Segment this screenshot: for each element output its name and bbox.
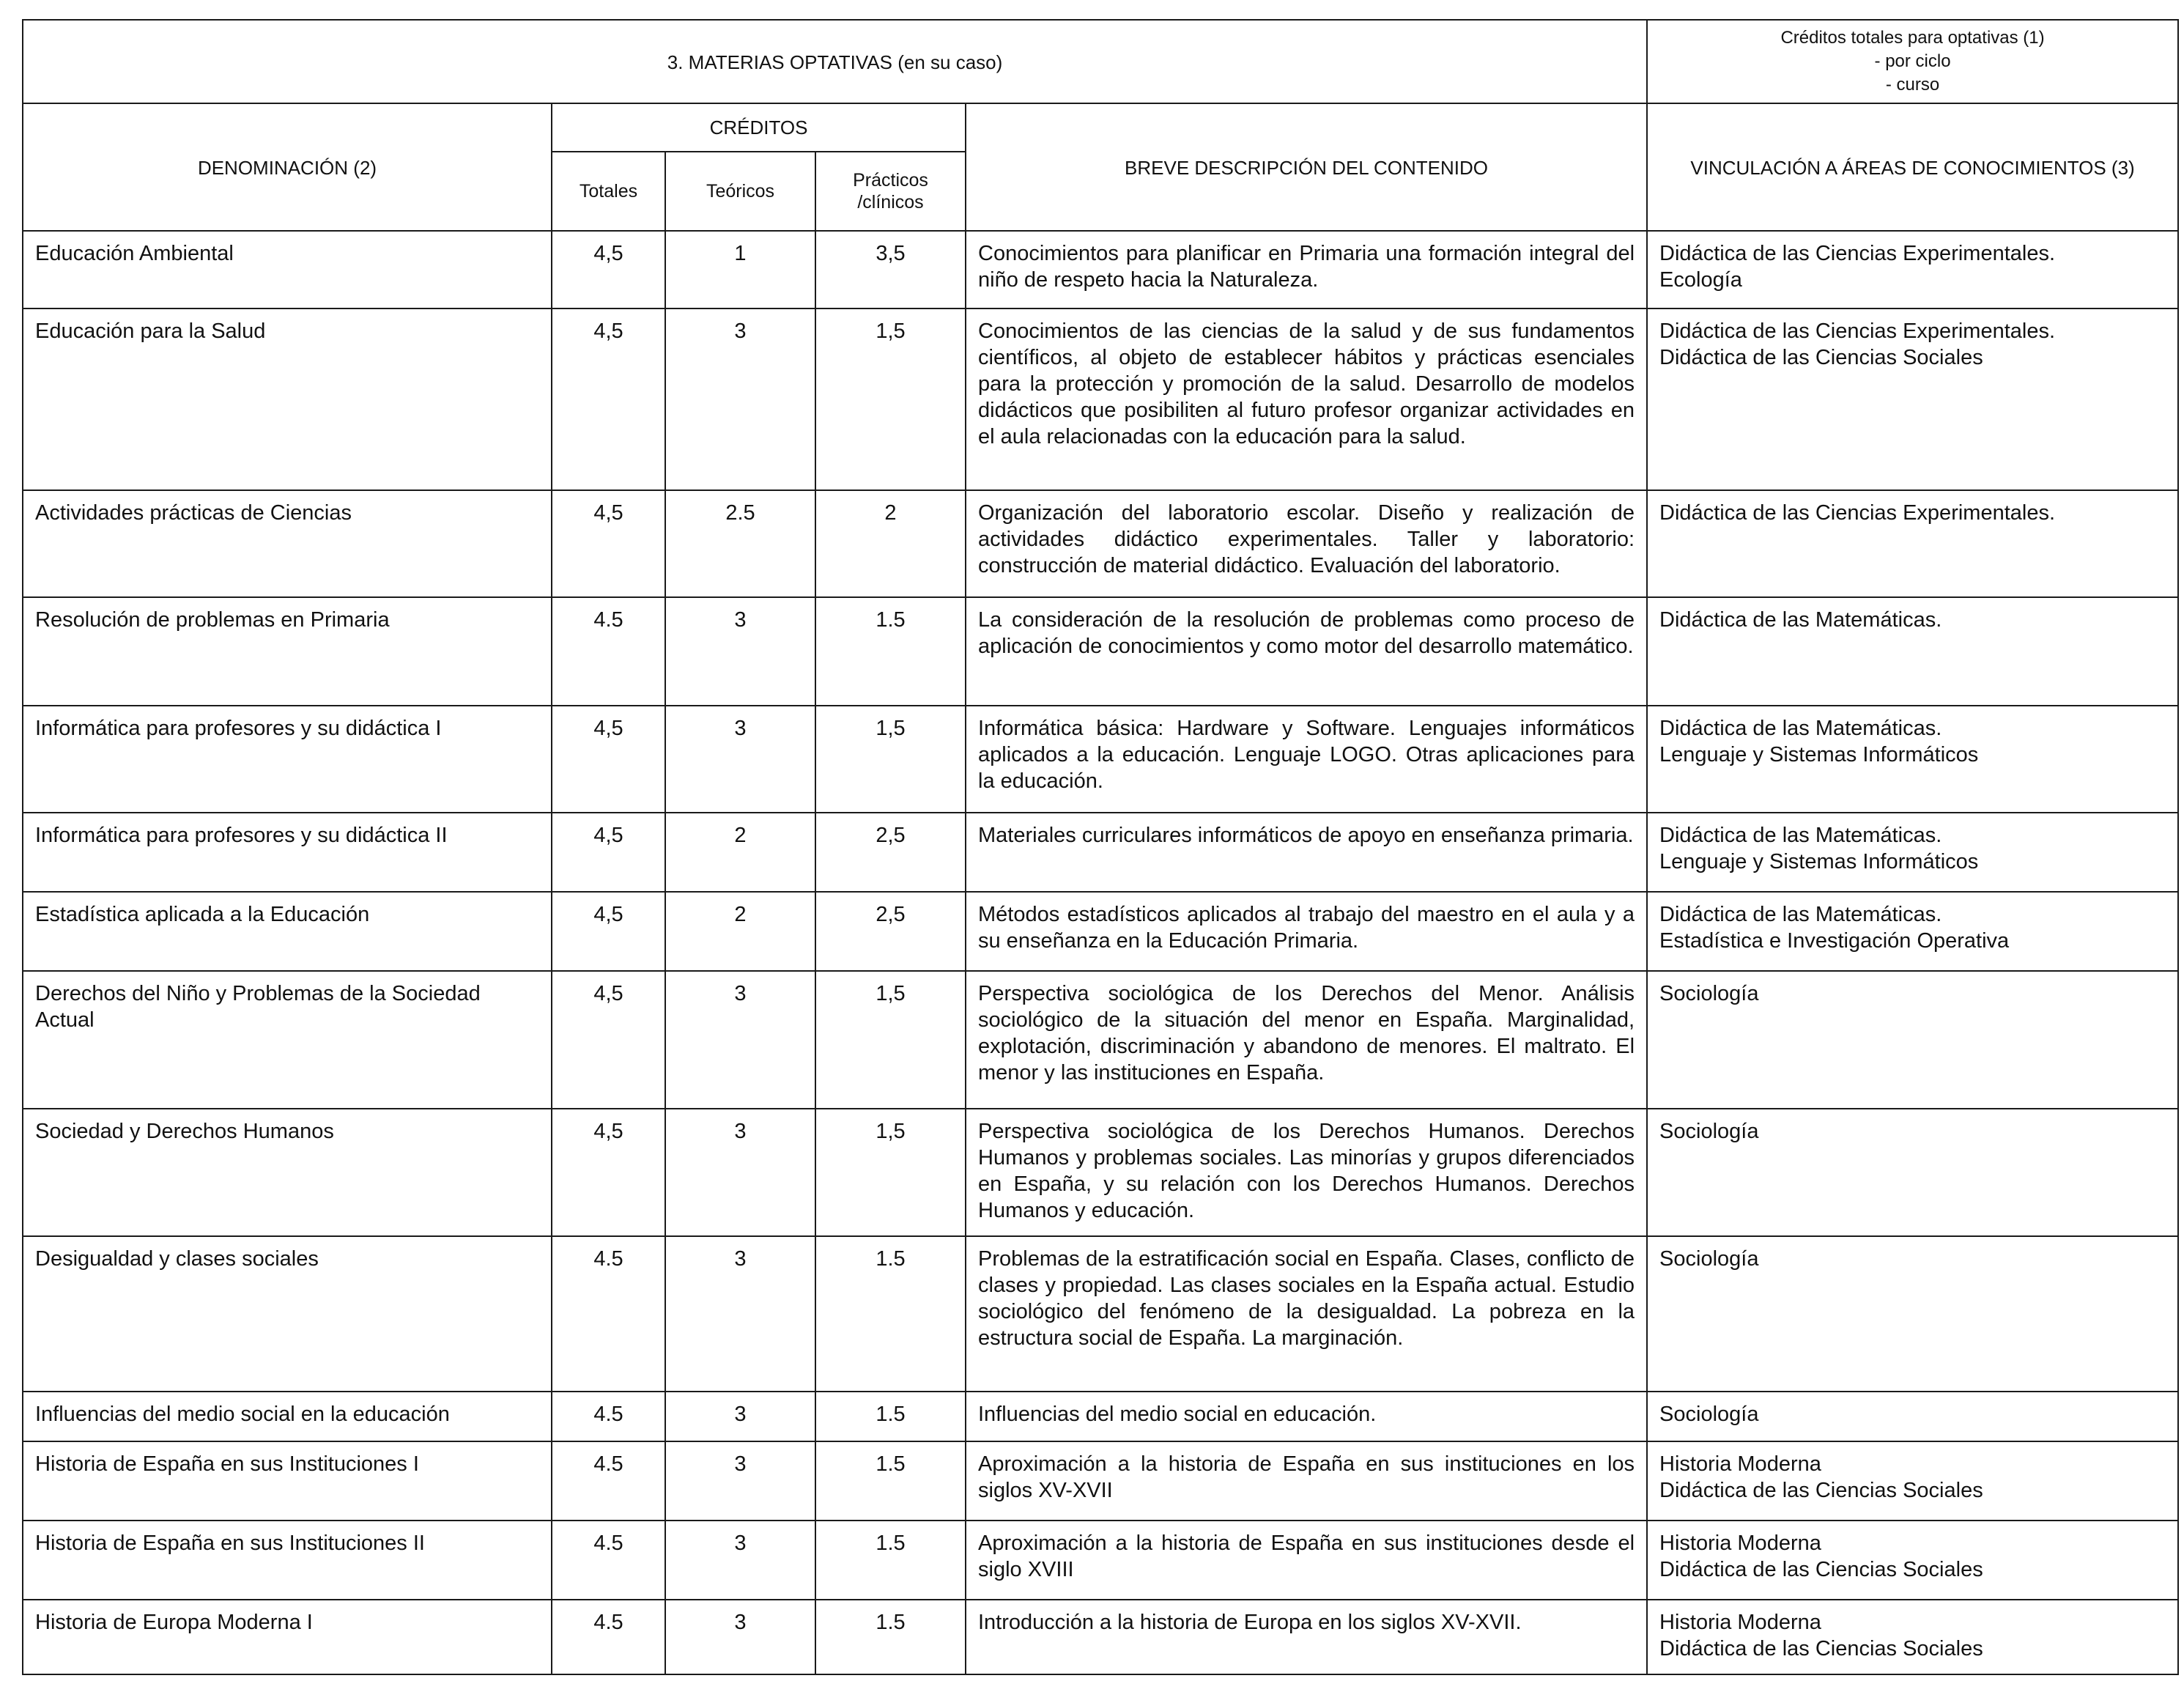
knowledge-area: Didáctica de las Ciencias Experimentales. [1659,319,2056,343]
table-row [23,1236,2178,1392]
course-name: Historia de España en sus Instituciones II [23,1521,552,1600]
credits-teoricos: 2.5 [665,490,815,597]
table-row [23,231,2178,309]
credits-teoricos: 3 [665,1109,815,1236]
credits-totales: 4,5 [552,490,665,597]
course-name: Educación Ambiental [23,231,552,309]
knowledge-area: Didáctica de las Ciencias Sociales [1659,1558,1983,1581]
table-row [23,971,2178,1109]
credits-per-cycle-label: - por ciclo [1874,51,1951,71]
table-body [23,231,2178,1674]
knowledge-areas [1647,1441,2178,1521]
knowledge-areas [1647,597,2178,706]
knowledge-area: Historia Moderna [1659,1532,1821,1555]
col-denominacion-header: DENOMINACIÓN (2) [23,103,552,231]
knowledge-area: Didáctica de las Matemáticas. [1659,824,1942,847]
credits-teoricos: 3 [665,1441,815,1521]
knowledge-area: Didáctica de las Ciencias Sociales [1659,346,1983,369]
credits-totales: 4,5 [552,971,665,1109]
credits-teoricos: 2 [665,892,815,971]
course-name: Informática para profesores y su didáctica II [23,813,552,892]
knowledge-areas [1647,706,2178,813]
credits-total-label: Créditos totales para optativas (1) [1780,28,2045,48]
materias-optativas-table [22,19,2179,1675]
table-title-row [23,20,2178,103]
knowledge-area: Lenguaje y Sistemas Informáticos [1659,743,1979,766]
knowledge-area: Didáctica de las Ciencias Sociales [1659,1479,1983,1502]
credits-teoricos: 3 [665,1521,815,1600]
credits-totales: 4,5 [552,892,665,971]
credits-totales: 4.5 [552,597,665,706]
column-header-row [23,103,2178,152]
course-description: Aproximación a la historia de España en sus instituciones desde el siglo XVIII [966,1521,1647,1600]
credits-practicos: 1.5 [815,1236,966,1392]
course-description: Perspectiva sociológica de los Derechos del Menor. Análisis sociológico de la situación del menor en España. Marginalidad, explotación, discriminación y abandono de menores. El maltrato. El menor y las instituciones en España. [966,971,1647,1109]
credits-totales: 4,5 [552,813,665,892]
knowledge-area: Didáctica de las Matemáticas. [1659,903,1942,926]
table-row [23,706,2178,813]
credits-teoricos: 3 [665,1236,815,1392]
knowledge-area: Lenguaje y Sistemas Informáticos [1659,850,1979,873]
course-description: Aproximación a la historia de España en sus instituciones en los siglos XV-XVII [966,1441,1647,1521]
col-teoricos-header: Teóricos [665,152,815,231]
knowledge-area: Sociología [1659,1403,1759,1426]
credits-teoricos: 2 [665,813,815,892]
col-vinculacion-header: VINCULACIÓN A ÁREAS DE CONOCIMIENTOS (3) [1647,103,2178,231]
credits-totales: 4.5 [552,1236,665,1392]
col-descripcion-header: BREVE DESCRIPCIÓN DEL CONTENIDO [966,103,1647,231]
credits-teoricos: 3 [665,706,815,813]
credits-teoricos: 3 [665,1392,815,1441]
course-description: Introducción a la historia de Europa en los siglos XV-XVII. [966,1600,1647,1674]
course-name: Influencias del medio social en la educación [23,1392,552,1441]
knowledge-areas [1647,231,2178,309]
course-description: Conocimientos para planificar en Primaria una formación integral del niño de respeto hacia la Naturaleza. [966,231,1647,309]
credits-practicos: 1,5 [815,706,966,813]
credits-totales: 4.5 [552,1392,665,1441]
credits-totales: 4,5 [552,231,665,309]
credits-practicos: 2,5 [815,813,966,892]
table-row [23,490,2178,597]
credits-practicos: 1.5 [815,1521,966,1600]
knowledge-areas [1647,1521,2178,1600]
knowledge-areas [1647,813,2178,892]
knowledge-area: Historia Moderna [1659,1611,1821,1634]
credits-total-box [1647,20,2178,103]
knowledge-area: Sociología [1659,1247,1759,1271]
knowledge-area: Didáctica de las Matemáticas. [1659,608,1942,632]
knowledge-areas [1647,1392,2178,1441]
table-row [23,1441,2178,1521]
credits-practicos: 1.5 [815,1600,966,1674]
table-row [23,813,2178,892]
knowledge-areas [1647,309,2178,490]
course-description: Problemas de la estratificación social en España. Clases, conflicto de clases y propiedad. Las clases sociales en la España actual. Estudio sociológico del fenómeno de la desigualdad. La pobreza en la estructura social de España. La marginación. [966,1236,1647,1392]
credits-practicos: 1,5 [815,309,966,490]
course-name: Derechos del Niño y Problemas de la Sociedad Actual [23,971,552,1109]
table-row [23,309,2178,490]
knowledge-area: Sociología [1659,1120,1759,1143]
credits-totales: 4,5 [552,706,665,813]
course-name: Historia de España en sus Instituciones I [23,1441,552,1521]
table-row [23,1392,2178,1441]
course-description: Influencias del medio social en educación. [966,1392,1647,1441]
course-name: Educación para la Salud [23,309,552,490]
col-totales-header: Totales [552,152,665,231]
knowledge-area: Didáctica de las Ciencias Sociales [1659,1637,1983,1660]
course-description: Perspectiva sociológica de los Derechos Humanos. Derechos Humanos y problemas sociales. Las minorías y grupos diferenciados en España, y su relación con los Derechos Humanos. Derechos Humanos y educación. [966,1109,1647,1236]
course-name: Sociedad y Derechos Humanos [23,1109,552,1236]
knowledge-areas [1647,892,2178,971]
course-description: Organización del laboratorio escolar. Diseño y realización de actividades didáctico experimentales. Taller y laboratorio: construcción de material didáctico. Evaluación del laboratorio. [966,490,1647,597]
credits-per-course-label: - curso [1885,75,1940,95]
col-creditos-header: CRÉDITOS [552,103,966,152]
col-practicos-header: Prácticos /clínicos [815,152,966,231]
course-description: Métodos estadísticos aplicados al trabajo del maestro en el aula y a su enseñanza en la Educación Primaria. [966,892,1647,971]
credits-teoricos: 1 [665,231,815,309]
course-name: Actividades prácticas de Ciencias [23,490,552,597]
knowledge-area: Didáctica de las Ciencias Experimentales. [1659,501,2056,525]
credits-practicos: 3,5 [815,231,966,309]
course-name: Informática para profesores y su didáctica I [23,706,552,813]
table-row [23,1521,2178,1600]
table-row [23,1600,2178,1674]
knowledge-area: Estadística e Investigación Operativa [1659,929,2010,953]
course-name: Desigualdad y clases sociales [23,1236,552,1392]
course-name: Resolución de problemas en Primaria [23,597,552,706]
knowledge-areas [1647,1109,2178,1236]
materias-optativas-document [22,19,2177,1675]
credits-practicos: 1,5 [815,1109,966,1236]
knowledge-areas [1647,1236,2178,1392]
knowledge-area: Didáctica de las Ciencias Experimentales. [1659,242,2056,265]
credits-totales: 4.5 [552,1521,665,1600]
table-row [23,892,2178,971]
course-description: La consideración de la resolución de problemas como proceso de aplicación de conocimientos y como motor del desarrollo matemático. [966,597,1647,706]
knowledge-areas [1647,1600,2178,1674]
knowledge-area: Sociología [1659,982,1759,1005]
knowledge-area: Didáctica de las Matemáticas. [1659,717,1942,740]
course-description: Conocimientos de las ciencias de la salud y de sus fundamentos científicos, al objeto de establecer hábitos y prácticas esenciales para la protección y promoción de la salud. Desarrollo de modelos didácticos que posibiliten al futuro profesor organizar actividades en el aula relacionadas con la educación para la salud. [966,309,1647,490]
credits-totales: 4,5 [552,1109,665,1236]
course-name: Estadística aplicada a la Educación [23,892,552,971]
course-description: Informática básica: Hardware y Software. Lenguajes informáticos aplicados a la educación. Lenguaje LOGO. Otras aplicaciones para la educación. [966,706,1647,813]
table-row [23,1109,2178,1236]
credits-teoricos: 3 [665,971,815,1109]
credits-practicos: 1.5 [815,1392,966,1441]
knowledge-areas [1647,490,2178,597]
course-name: Historia de Europa Moderna I [23,1600,552,1674]
knowledge-area: Historia Moderna [1659,1452,1821,1476]
credits-totales: 4.5 [552,1441,665,1521]
credits-practicos: 2 [815,490,966,597]
credits-teoricos: 3 [665,309,815,490]
course-description: Materiales curriculares informáticos de apoyo en enseñanza primaria. [966,813,1647,892]
section-title: 3. MATERIAS OPTATIVAS (en su caso) [23,20,1647,103]
knowledge-area: Ecología [1659,268,1742,292]
credits-teoricos: 3 [665,597,815,706]
knowledge-areas [1647,971,2178,1109]
credits-practicos: 1.5 [815,597,966,706]
credits-practicos: 1.5 [815,1441,966,1521]
table-row [23,597,2178,706]
credits-practicos: 1,5 [815,971,966,1109]
credits-totales: 4.5 [552,1600,665,1674]
credits-totales: 4,5 [552,309,665,490]
credits-teoricos: 3 [665,1600,815,1674]
credits-practicos: 2,5 [815,892,966,971]
